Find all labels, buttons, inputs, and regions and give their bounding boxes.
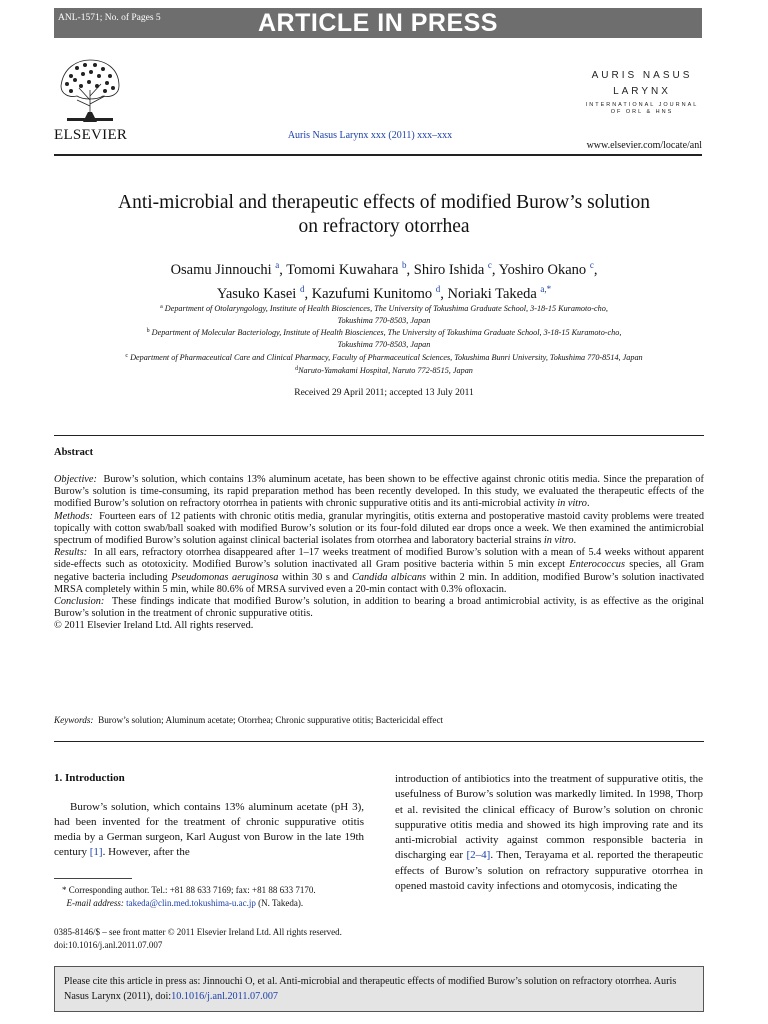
abstract-text: Burow’s solution, which contains 13% aluminum acetate, has been shown to be effective against chronic otitis media. Since the preparation of Burow’s solution is time-consuming, its rapid preparation method has been recently developed. In this study, we evaluated the therapeutic effects of the modified Burow’s solution on refractory otorrhea in patients with chronic suppurative otitis and its anti-microbial activity xyxy=(54,474,704,510)
abstract-objective: Objective: Burow’s solution, which contains 13% aluminum acetate, has been shown to be effective against chronic otitis media. Since the preparation of Burow’s solution is time-consuming, its rapid preparation method has been recently developed. In this study, we evaluated the therapeutic effects of the modified Burow’s solution on refractory otorrhea in patients with chronic suppurative otitis and its anti-microbial activity in vitro. xyxy=(54,474,704,510)
journal-brand-line: AURIS NASUS xyxy=(591,70,693,81)
email-suffix: (N. Takeda). xyxy=(258,897,304,908)
citation-box xyxy=(54,966,704,1012)
journal-brand-line: LARYNX xyxy=(613,86,671,97)
affiliation-marker[interactable]: a,* xyxy=(540,284,552,294)
section-label: Methods: xyxy=(54,510,93,522)
keywords-text: Burow’s solution; Aluminum acetate; Otorrhea; Chronic suppurative otitis; Bactericidal effect xyxy=(98,715,444,725)
author-name: Yoshiro Okano xyxy=(498,262,587,278)
tree-icon xyxy=(57,56,123,124)
affiliation-line xyxy=(54,364,714,377)
author-separator: , xyxy=(304,286,312,302)
journal-brand-subline: INTERNATIONAL JOURNAL xyxy=(585,102,699,108)
doi-link[interactable]: 10.1016/j.anl.2011.07.007 xyxy=(171,991,279,1002)
body-text: introduction of antibiotics into the treatment of suppurative otitis, the usefulness of Burow’s solution was markedly limited. In 1998, Thorp et al. revisited the clinical efficacy of Burow’s solution on chronic suppurative otitis media and showed its high improving rate and its anti-microbial activity against common responsible bacteria in discharging ear xyxy=(395,773,703,862)
affiliation-text: Department of Otolaryngology, Institute of Health Biosciences, The University of Tokushima Graduate School, 3-18-15 Kuramoto-cho, xyxy=(164,304,608,313)
author-name: Kazufumi Kunitomo xyxy=(311,286,433,302)
section-label: Conclusion: xyxy=(54,596,105,608)
body-text: . Then, Terayama et al. reported the therapeutic effects of Burow’s solution on refractory suppurative otorrhea in opened mastoid cavity infections and otomycosis, indicating the xyxy=(395,849,703,893)
elsevier-logo xyxy=(54,56,126,146)
title-line: on refractory otorrhea xyxy=(298,216,470,237)
italic-term: Pseudomonas aeruginosa xyxy=(171,571,279,583)
italic-term: in vitro xyxy=(557,498,587,510)
abstract-text: within 30 s and xyxy=(282,571,349,583)
section-heading: 1. Introduction xyxy=(54,772,125,784)
affiliation-key: a xyxy=(160,304,163,310)
footnote-contact: * Corresponding author. Tel.: +81 88 633 7169; fax: +81 88 633 7170. xyxy=(62,885,316,895)
section-label: Results: xyxy=(54,547,88,559)
affiliation-marker[interactable]: c xyxy=(589,260,594,270)
affiliation-key: b xyxy=(146,328,150,335)
abstract-bottom-divider xyxy=(54,741,704,742)
affiliation-key: c xyxy=(125,352,129,359)
title-line: Anti-microbial and therapeutic effects of modified Burow’s solution xyxy=(118,192,650,213)
affiliation-marker[interactable]: b xyxy=(402,260,407,270)
affiliation-line: Tokushima 770-8503, Japan xyxy=(337,340,431,350)
abstract-text: species, all Gram negative bacteria including xyxy=(54,559,704,583)
footnote-divider xyxy=(54,878,132,879)
affiliation-list xyxy=(54,302,714,376)
affiliation-marker[interactable]: a xyxy=(275,260,280,270)
affiliation-line xyxy=(54,351,714,364)
abstract-text: within 2 min. In addition, modified Burow’s solution inactivated MRSA completely within 5 min, while 80.6% of MRSA survived even a 20-min contact with 0.3% ofloxacin. xyxy=(54,571,704,595)
header-divider xyxy=(54,154,702,156)
reference-link[interactable]: [1] xyxy=(89,846,103,858)
italic-term: Enterococcus xyxy=(569,559,625,571)
affiliation-text: Department of Pharmaceutical Care and Clinical Pharmacy, Faculty of Pharmaceutical Sciences, Tokushima Bunri University, Tokushima 770-8514, Japan xyxy=(130,352,643,362)
author-name: Shiro Ishida xyxy=(413,262,485,278)
abstract-text: Fourteen ears of 12 patients with chronic otitis media, granular myringitis, otitis externa and postoperative mastoid cavity problems were treated topically with cotton swab/ball soaked with modified Burow’s solution or its four-fold diluted ear drops once a week. We then examined the antimicrobial spectrum of modified Burow’s solution against clinical bacterial isolates from otorrhea and laboratory bacterial strains xyxy=(54,510,704,547)
abstract-text: In all ears, refractory otorrhea disappeared after 1–17 weeks treatment of modified Burow’s solution with a mean of 5.4 weeks without apparent side-effects such as ototoxicity. Modified Burow’s solution inactivated all Gram positive bacteria within 5 min except xyxy=(54,547,704,571)
affiliation-marker[interactable]: d xyxy=(435,284,441,294)
article-id: ANL-1571; No. of Pages 5 xyxy=(58,13,161,23)
issn-block xyxy=(54,926,342,951)
affiliation-line: Tokushima 770-8503, Japan xyxy=(337,315,431,325)
journal-logo xyxy=(582,70,702,115)
affiliation-marker[interactable]: d xyxy=(299,284,305,294)
section-label: Objective: xyxy=(54,474,97,485)
article-in-press-banner xyxy=(54,8,702,38)
abstract-copyright: © 2011 Elsevier Ireland Ltd. All rights reserved. xyxy=(54,620,254,632)
author-list xyxy=(60,256,708,304)
italic-term: Candida albicans xyxy=(352,571,427,583)
banner-title: ARTICLE IN PRESS xyxy=(258,9,498,37)
author-separator: , xyxy=(593,262,598,278)
italic-term: in vitro xyxy=(543,535,574,547)
keywords-label: Keywords: xyxy=(54,715,94,725)
abstract-conclusion xyxy=(54,596,704,620)
author-name: Noriaki Takeda xyxy=(447,286,537,302)
affiliation-marker[interactable]: c xyxy=(487,260,492,270)
abstract-text: These findings indicate that modified Burow’s solution, in addition to bearing a broad antimicrobial activity, is as effective as the original Burow’s solution in the treatment of chronic suppurative otitis. xyxy=(54,596,704,620)
intro-paragraph-left xyxy=(54,800,364,860)
email-link[interactable]: takeda@clin.med.tokushima-u.ac.jp xyxy=(126,897,256,908)
affiliation-key: d xyxy=(295,365,299,372)
affiliation-line xyxy=(54,302,714,315)
author-separator: , xyxy=(440,286,448,302)
body-text: . However, after the xyxy=(102,846,190,858)
email-label: E-mail address: xyxy=(66,897,124,908)
author-name: Osamu Jinnouchi xyxy=(170,262,272,278)
abstract-top-divider xyxy=(54,435,704,436)
reference-link[interactable]: [2–4] xyxy=(466,849,491,862)
issn-line: 0385-8146/$ – see front matter © 2011 Elsevier Ireland Ltd. All rights reserved. xyxy=(54,927,342,937)
author-separator: , xyxy=(406,262,414,278)
abstract-results xyxy=(54,547,704,596)
abstract-methods: Methods: Fourteen ears of 12 patients with chronic otitis media, granular myringitis, otitis externa and postoperative mastoid cavity problems were treated topically with cotton swab/ball soaked with modified Burow’s solution or its four-fold diluted ear drops once a week. We then examined the antimicrobial spectrum of modified Burow’s solution against clinical bacterial isolates from otorrhea and laboratory bacterial strains in vitro. xyxy=(54,510,704,547)
author-line xyxy=(60,280,708,304)
abstract-heading: Abstract xyxy=(54,447,94,458)
doi-line: doi:10.1016/j.anl.2011.07.007 xyxy=(54,939,163,950)
received-dates: Received 29 April 2011; accepted 13 July 2011 xyxy=(294,388,474,398)
citation-text: Please cite this article in press as: Jinnouchi O, et al. Anti-microbial and therapeutic effects of modified Burow’s solution on refractory otorrhea. Auris Nasus Larynx (2011), doi: xyxy=(64,976,677,1002)
abstract-body xyxy=(54,474,704,633)
affiliation-text: Naruto-Yamakami Hospital, Naruto 772-8515, Japan xyxy=(298,365,473,375)
author-name: Yasuko Kasei xyxy=(216,286,297,302)
author-separator: , xyxy=(491,262,499,278)
journal-brand-subline: OF ORL & HNS xyxy=(610,109,674,115)
author-separator: , xyxy=(279,262,287,278)
intro-paragraph-right xyxy=(395,772,703,894)
footnote-email-line xyxy=(62,897,382,910)
journal-citation[interactable]: Auris Nasus Larynx xxx (2011) xxx–xxx xyxy=(287,130,453,141)
article-title xyxy=(60,191,708,239)
journal-url[interactable]: www.elsevier.com/locate/anl xyxy=(586,140,702,151)
author-line xyxy=(60,256,708,280)
body-text: Burow’s solution, which contains 13% aluminum acetate (pH 3), had been invented for the treatment of chronic suppurative otitis media by a German surgeon, Karl August von Burow in the late 19th century xyxy=(54,801,364,858)
corresponding-author-footnote xyxy=(62,884,382,909)
affiliation-line xyxy=(54,326,714,339)
affiliation-text: Department of Molecular Bacteriology, Institute of Health Biosciences, The University of Tokushima Graduate School, 3-18-15 Kuramoto-cho, xyxy=(151,328,622,338)
keywords xyxy=(54,715,704,725)
publisher-name: ELSEVIER xyxy=(54,127,128,143)
author-name: Tomomi Kuwahara xyxy=(286,262,399,278)
